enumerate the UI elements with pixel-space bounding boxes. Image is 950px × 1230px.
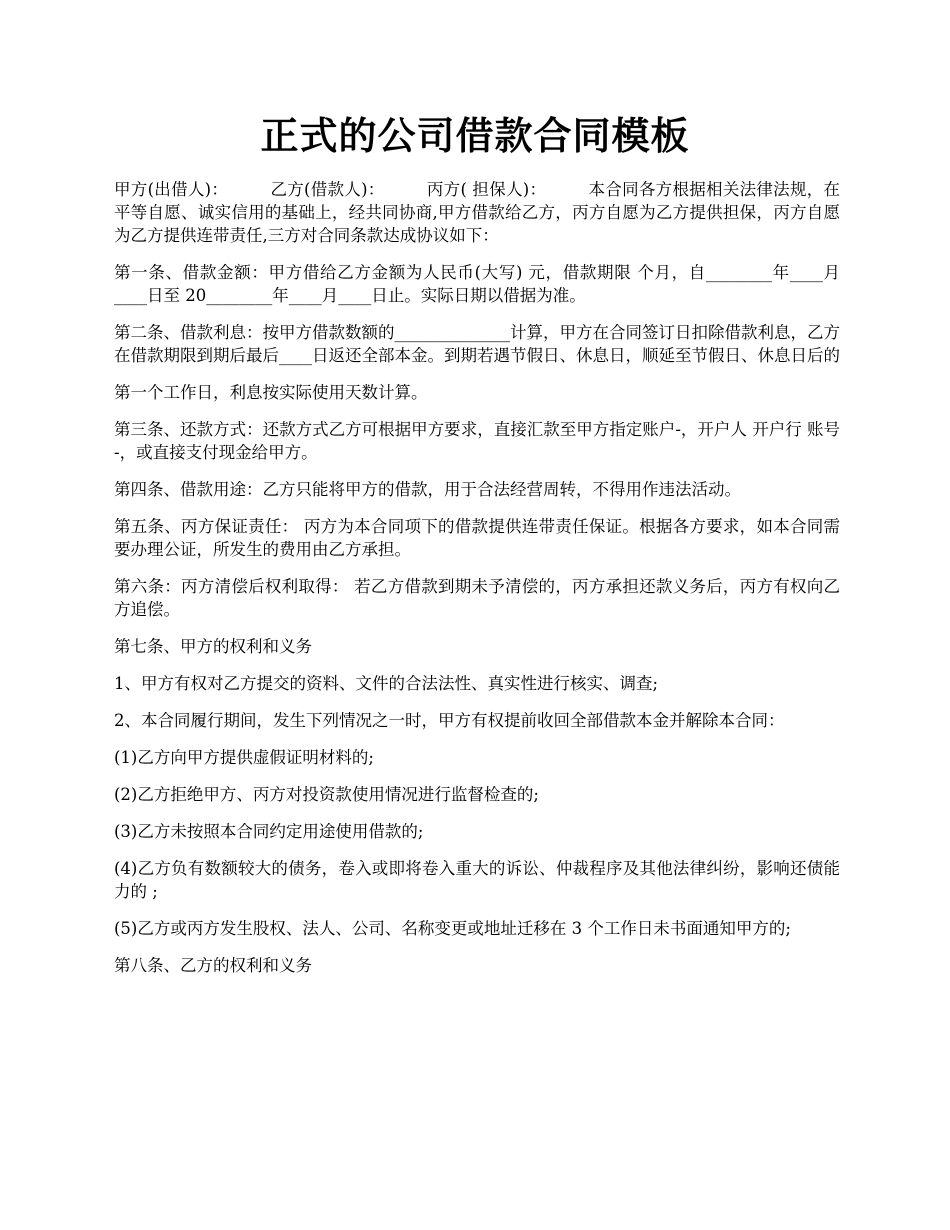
clause-4: 第四条、借款用途：乙方只能将甲方的借款，用于合法经营周转，不得用作违法活动。 — [114, 480, 741, 499]
party-c-label: 丙方( 担保人)： — [426, 180, 547, 199]
clause-7-sub-5: (5)乙方或丙方发生股权、法人、公司、名称变更或地址迁移在 3 个工作日未书面通知甲方的; — [114, 919, 791, 938]
clause-7-sub-2: (2)乙方拒绝甲方、丙方对投资款使用情况进行监督检查的; — [114, 785, 539, 804]
clause-7-heading: 第七条、甲方的权利和义务 — [114, 637, 312, 656]
clause-7-sub-3: (3)乙方未按照本合同约定用途使用借款的; — [114, 822, 424, 841]
clause-7-sub-1: (1)乙方向甲方提供虚假证明材料的; — [114, 748, 374, 767]
party-a-label: 甲方(出借人)： — [114, 180, 229, 199]
document-body — [114, 178, 840, 991]
document-title: 正式的公司借款合同模板 — [260, 113, 690, 158]
party-b-label: 乙方(借款人)： — [270, 180, 385, 199]
clause-2: 第二条、借款利息：按甲方借款数额的______________计算，甲方在合同签订日扣除借款利息，乙方在借款期限到期后最后____日返还全部本金。到期若遇节假日、休息日，顺延至节假日、休息日后的 — [114, 323, 840, 365]
clause-3: 第三条、还款方式：还款方式乙方可根据甲方要求，直接汇款至甲方指定账户-，开户人 开户行 账号 -，或直接支付现金给甲方。 — [114, 420, 840, 462]
clause-2-continued: 第一个工作日，利息按实际使用天数计算。 — [114, 383, 428, 402]
preamble-paragraph — [114, 178, 840, 247]
clause-7-item-1: 1、甲方有权对乙方提交的资料、文件的合法法性、真实性进行核实、调查; — [114, 674, 659, 693]
clause-6: 第六条：丙方清偿后权利取得： 若乙方借款到期未予清偿的，丙方承担还款义务后，丙方有权向乙方追偿。 — [114, 577, 840, 619]
clause-7-item-2: 2、本合同履行期间，发生下列情况之一时，甲方有权提前收回全部借款本金并解除本合同： — [114, 711, 785, 730]
preamble-text: 本合同各方根据相关法律法规，在平等自愿、诚实信用的基础上，经共同协商,甲方借款给乙方，丙方自愿为乙方提供担保，丙方自愿为乙方提供连带责任,三方对合同条款达成协议如下： — [114, 180, 841, 245]
clause-5: 第五条、丙方保证责任： 丙方为本合同项下的借款提供连带责任保证。根据各方要求，如本合同需要办理公证，所发生的费用由乙方承担。 — [114, 517, 840, 559]
clause-8-heading: 第八条、乙方的权利和义务 — [114, 956, 312, 975]
clause-1: 第一条、借款金额：甲方借给乙方金额为人民币(大写) 元，借款期限 个月，自________年____月____日至 20________年____月____日止。实际日期以借据为准。 — [114, 263, 840, 305]
clause-7-sub-4: (4)乙方负有数额较大的债务，卷入或即将卷入重大的诉讼、仲裁程序及其他法律纠纷，影响还债能力的 ; — [114, 859, 840, 901]
